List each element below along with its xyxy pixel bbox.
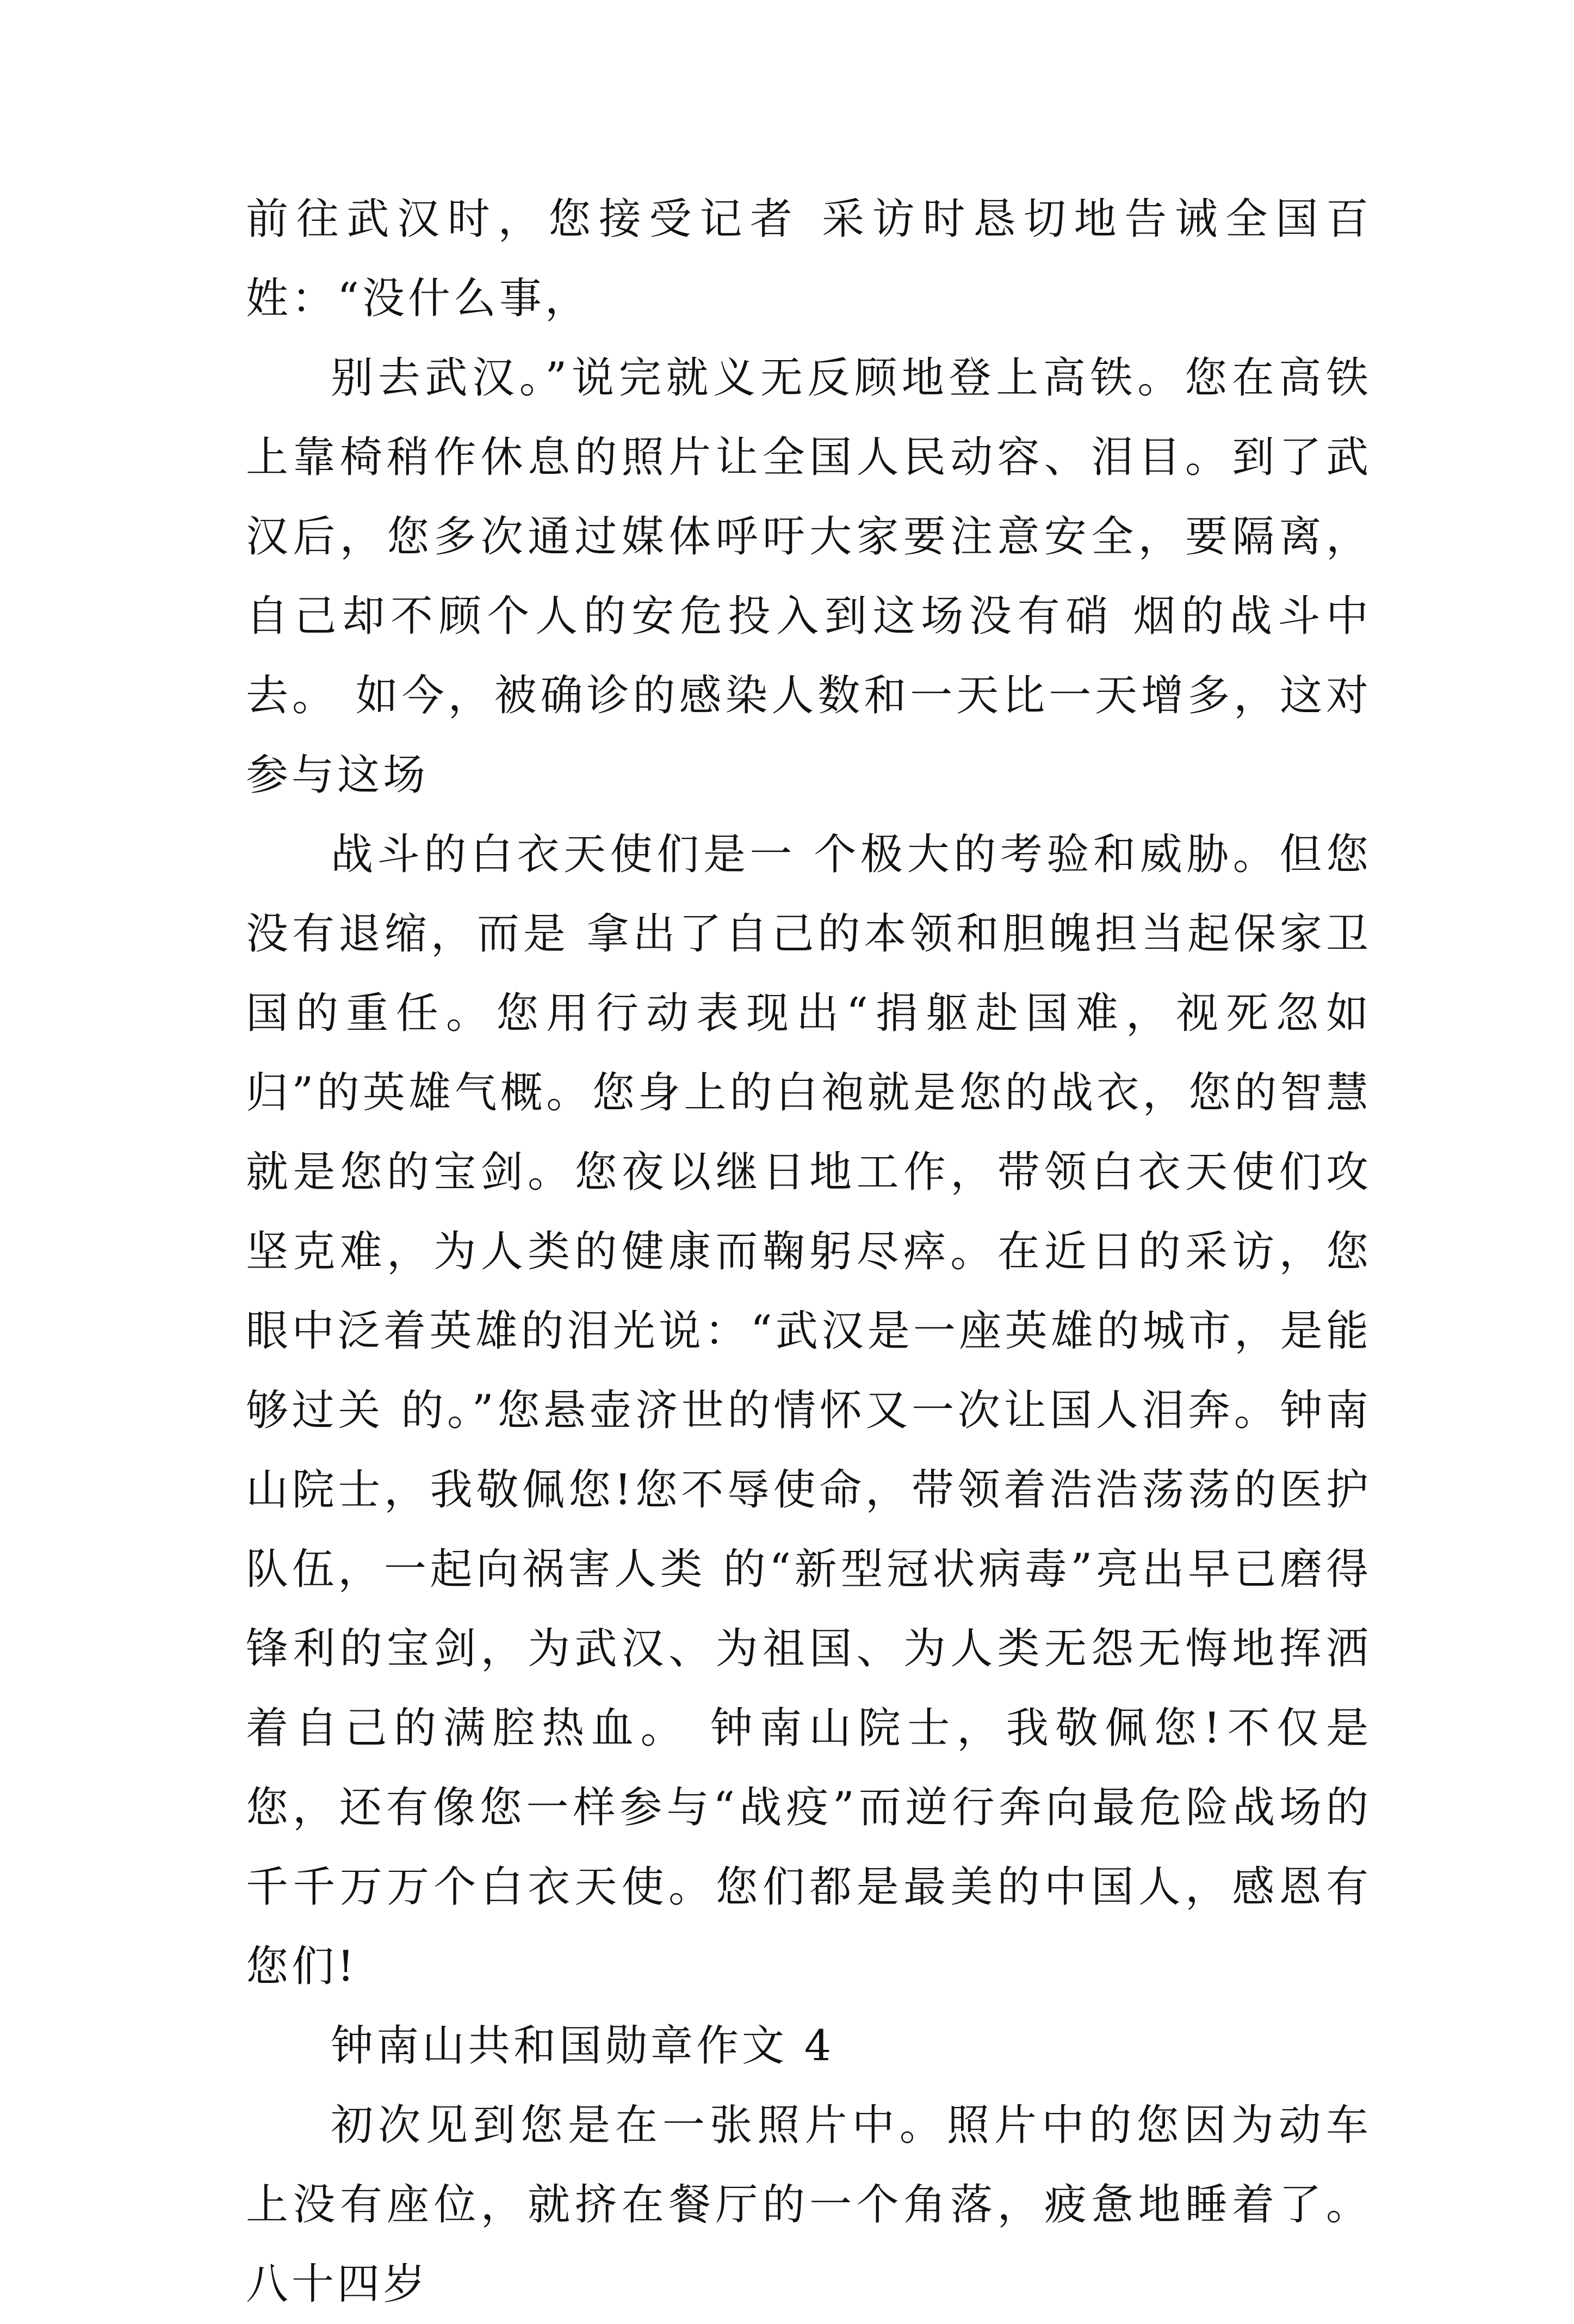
document-body (246, 180, 1372, 2324)
paragraph-4: 初次见到您是在一张照片中。照片中的您因为动车上没有座位，就挤在餐厅的一个角落，疲惫地睡着了。八十四岁 (246, 2101, 1372, 2309)
paragraph-3: 战斗的白衣天使们是一 个极大的考验和威胁。但您没有退缩，而是 拿出了自己的本领和胆魄担当起保家卫国的重任。您用行动表现出“捐躯赴国难，视死忽如归”的英雄气概。您身上的白袍就是您的战衣，您的智慧就是您的宝剑。您夜以继日地工作，带领白衣天使们攻坚克难，为人类的健康而鞠躬尽瘁。在近日的采访，您眼中泛着英雄的泪光说：“武汉是一座英雄的城市，是能够过关 的。”您悬壶济世的情怀又一次让国人泪奔。钟南山院士，我敬佩您!您不辱使命，带领着浩浩荡荡的医护队伍，一起向祸害人类 的“新型冠状病毒”亮出早已磨得锋利的宝剑，为武汉、为祖国、为人类无怨无悔地挥洒着自己的满腔热血。 钟南山院士，我敬佩您!不仅是您，还有像您一样参与“战疫”而逆行奔向最危险战场的千千万万个白衣天使。您们都是最美的中国人，感恩有您们! (246, 830, 1372, 1991)
paragraph-2: 别去武汉。”说完就义无反顾地登上高铁。您在高铁上靠椅稍作休息的照片让全国人民动容、泪目。到了武汉后，您多次通过媒体呼吁大家要注意安全，要隔离，自己却不顾个人的安危投入到这场没有硝 烟的战斗中去。 如今，被确诊的感染人数和一天比一天增多，这对参与这场 (246, 354, 1372, 800)
paragraph-1: 前往武汉时，您接受记者 采访时恳切地告诫全国百姓：“没什么事， (246, 195, 1372, 323)
section-heading: 钟南山共和国勋章作文 4 (331, 2022, 835, 2070)
